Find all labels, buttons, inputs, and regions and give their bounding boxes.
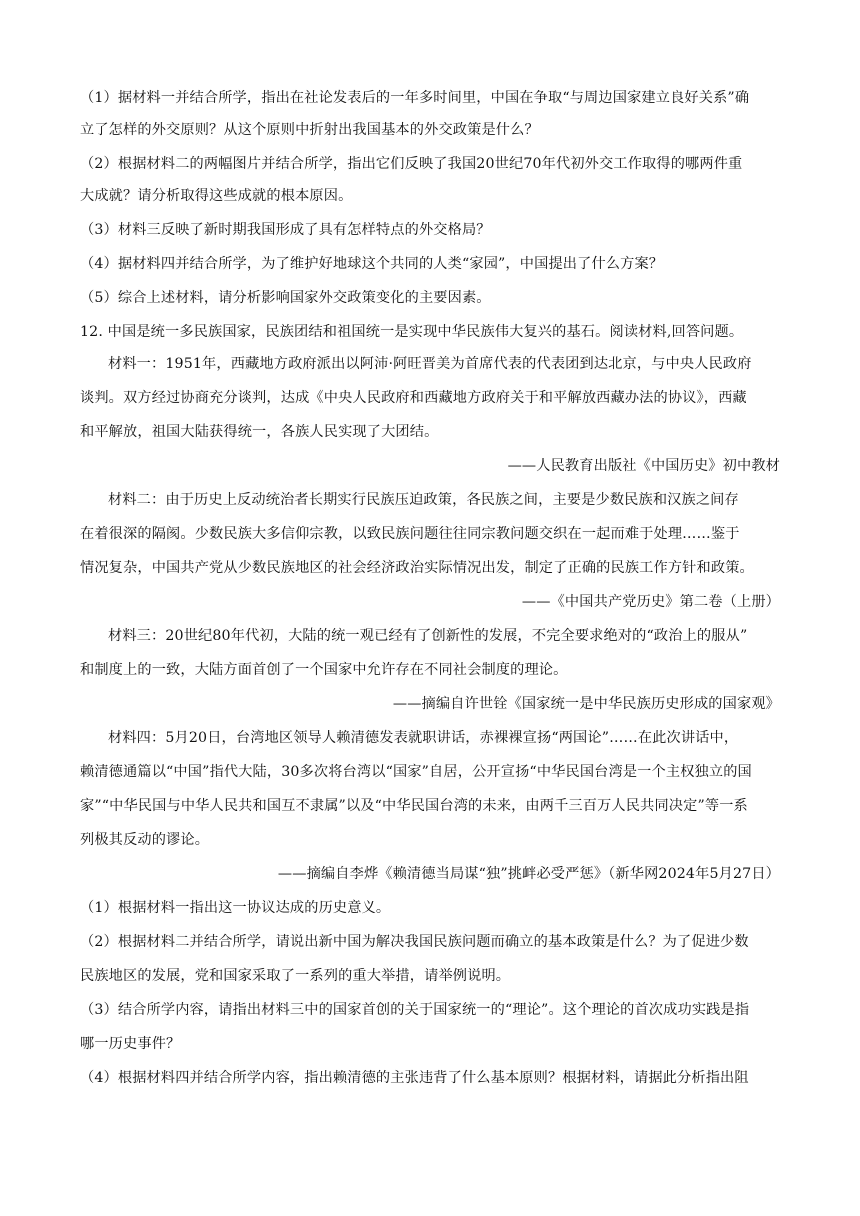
material1-line2: 谈判。双方经过协商充分谈判，达成《中央人民政府和西藏地方政府关于和平解放西藏办法的协议》，西藏 [80, 390, 747, 406]
material4-source: ——摘编自李烨《赖清德当局谋“独”挑衅必受严惩》（新华网2024年5月27日） [277, 866, 780, 882]
material4-line1: 材料四：5月20日，台湾地区领导人赖清德发表就职讲话，赤裸裸宣扬“两国论”……在此次讲话中， [108, 730, 739, 746]
q11-sub2-line1: （2）根据材料二的两幅图片并结合所学，指出它们反映了我国20世纪70年代初外交工作取得的哪两件重 [80, 156, 743, 172]
q11-sub1-line2: 立了怎样的外交原则？从这个原则中折射出我国基本的外交政策是什么？ [80, 122, 539, 138]
material3-source: ——摘编自许世铨《国家统一是中华民族历史形成的国家观》 [392, 696, 780, 712]
material3-line1: 材料三：20世纪80年代初，大陆的统一观已经有了创新性的发展，不完全要求绝对的“政治上的服从” [108, 628, 748, 644]
q11-sub1-line1: （1）据材料一并结合所学，指出在社论发表后的一年多时间里，中国在争取“与周边国家建立良好关系”确 [80, 90, 750, 106]
material4-line2: 赖清德通篇以“中国”指代大陆，30多次将台湾以“国家”自居，公开宣扬“中华民国台湾是一个主权独立的国 [80, 764, 752, 780]
material1-line3: 和平解放，祖国大陆获得统一，各族人民实现了大团结。 [80, 424, 439, 440]
material3-line2: 和制度上的一致，大陆方面首创了一个国家中允许存在不同社会制度的理论。 [80, 662, 568, 678]
q12-sub3-line2: 哪一历史事件？ [80, 1036, 181, 1052]
q12-title: 12. 中国是统一多民族国家，民族团结和祖国统一是实现中华民族伟大复兴的基石。阅读材料,回答问题。 [80, 324, 744, 340]
q12-sub4-line1: （4）根据材料四并结合所学内容，指出赖清德的主张违背了什么基本原则？根据材料，请据此分析指出阻 [80, 1070, 749, 1086]
material2-line2: 在着很深的隔阂。少数民族大多信仰宗教，以致民族问题往往同宗教问题交织在一起而难于处理……鉴于 [80, 526, 740, 542]
q11-sub4: （4）据材料四并结合所学，为了维护好地球这个共同的人类“家园”，中国提出了什么方案？ [80, 256, 664, 272]
q11-sub2-line2: 大成就？请分析取得这些成就的根本原因。 [80, 188, 353, 204]
material2-line3: 情况复杂，中国共产党从少数民族地区的社会经济政治实际情况出发，制定了正确的民族工作方针和政策。 [80, 560, 754, 576]
q12-sub1: （1）根据材料一指出这一协议达成的历史意义。 [80, 900, 391, 916]
q11-sub3: （3）材料三反映了新时期我国形成了具有怎样特点的外交格局？ [80, 222, 491, 238]
q12-sub3-line1: （3）结合所学内容，请指出材料三中的国家首创的关于国家统一的“理论”。这个理论的首次成功实践是指 [80, 1002, 750, 1018]
material4-line3: 家”“中华民国与中华人民共和国互不隶属”以及“中华民国台湾的未来，由两千三百万人民共同决定”等一系 [80, 798, 748, 814]
material4-line4: 列极其反动的谬论。 [80, 832, 210, 848]
material2-line1: 材料二：由于历史上反动统治者长期实行民族压迫政策，各民族之间，主要是少数民族和汉族之间存 [108, 492, 739, 508]
material2-source: ——《中国共产党历史》第二卷（上册） [521, 594, 780, 610]
material1-source: ——人民教育出版社《中国历史》初中教材 [507, 458, 780, 474]
q11-sub5: （5）综合上述材料，请分析影响国家外交政策变化的主要因素。 [80, 290, 491, 306]
q12-sub2-line1: （2）根据材料二并结合所学，请说出新中国为解决我国民族问题而确立的基本政策是什么？为了促进少数 [80, 934, 749, 950]
material1-line1: 材料一：1951年，西藏地方政府派出以阿沛·阿旺晋美为首席代表的代表团到达北京，与中央人民政府 [108, 356, 752, 372]
q12-sub2-line2: 民族地区的发展，党和国家采取了一系列的重大举措，请举例说明。 [80, 968, 511, 984]
